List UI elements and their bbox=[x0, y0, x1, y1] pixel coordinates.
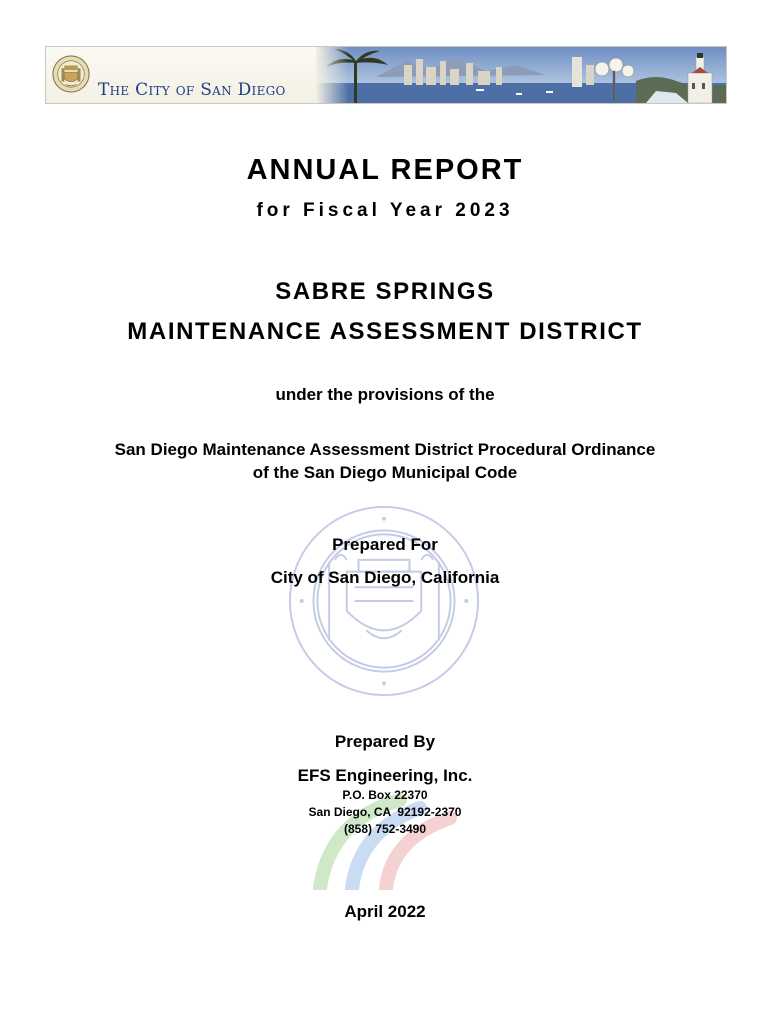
prepared-for-label: Prepared For bbox=[332, 535, 438, 554]
banner-left-panel bbox=[46, 47, 346, 103]
provisions-text: under the provisions of the bbox=[275, 385, 495, 404]
address-line1: P.O. Box 22370 bbox=[342, 788, 428, 802]
skyline-photo bbox=[316, 47, 726, 103]
ordinance-line2: of the San Diego Municipal Code bbox=[252, 463, 518, 482]
ordinance-line1: San Diego Maintenance Assessment District Procedural Ordinance bbox=[114, 440, 656, 459]
report-date: April 2022 bbox=[344, 902, 426, 921]
banner-title: The City of San Diego bbox=[98, 80, 286, 100]
report-title: ANNUAL REPORT bbox=[246, 154, 524, 186]
company-name: EFS Engineering, Inc. bbox=[297, 766, 473, 785]
city-seal-watermark bbox=[286, 503, 482, 699]
district-name-line1: SABRE SPRINGS bbox=[275, 278, 495, 305]
fiscal-year-subtitle: for Fiscal Year 2023 bbox=[256, 200, 514, 221]
prepared-for-name: City of San Diego, California bbox=[270, 568, 500, 587]
address-line2: San Diego, CA 92192-2370 bbox=[308, 805, 462, 819]
district-name-line2: MAINTENANCE ASSESSMENT DISTRICT bbox=[127, 318, 643, 345]
prepared-by-label: Prepared By bbox=[334, 732, 436, 751]
city-seal-icon bbox=[52, 55, 90, 93]
header-banner bbox=[45, 46, 727, 104]
phone-number: (858) 752-3490 bbox=[343, 822, 427, 836]
